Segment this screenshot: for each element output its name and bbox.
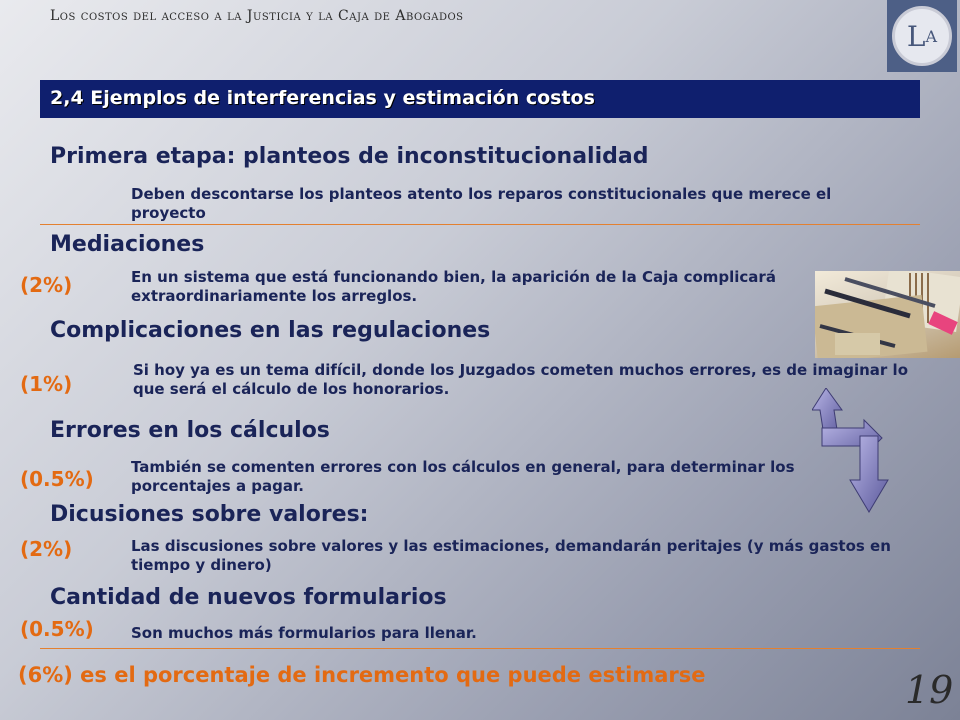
item-description-4: También se comenten errores con los cálculos en general, para determinar los porcentajes a pagar. xyxy=(131,458,795,495)
item-heading-4: Errores en los cálculos xyxy=(50,418,330,443)
divider xyxy=(40,224,920,225)
conclusion-text: (6%) es el porcentaje de incremento que puede estimarse xyxy=(18,663,706,687)
item-description-5: Las discusiones sobre valores y las estimaciones, demandarán peritajes (y más gastos en tiempo y dinero) xyxy=(131,537,891,574)
section-title-bar: 2,4 Ejemplos de interferencias y estimación costos xyxy=(40,80,920,118)
document-header: Los costos del acceso a la Justicia y la Caja de Abogados xyxy=(50,8,464,24)
item-heading-2: Mediaciones xyxy=(50,232,205,257)
item-description-3: Si hoy ya es un tema difícil, donde los Juzgados cometen muchos errores, es de imaginar lo que será el cálculo de los honorarios. xyxy=(133,361,908,398)
office-desk-photo xyxy=(815,271,960,358)
item-description-6: Son muchos más formularios para llenar. xyxy=(131,624,477,642)
item-percent-2: (2%) xyxy=(20,273,73,297)
logo xyxy=(887,0,957,72)
item-percent-5: (2%) xyxy=(20,537,73,561)
item-description-1: Deben descontarse los planteos atento los reparos constitucionales que merece el proyecto xyxy=(131,185,832,222)
item-percent-6: (0.5%) xyxy=(20,617,94,641)
item-heading-6: Cantidad de nuevos formularios xyxy=(50,585,447,610)
item-description-2: En un sistema que está funcionando bien, la aparición de la Caja complicará extraordinariamente los arreglos. xyxy=(131,268,776,305)
item-heading-5: Dicusiones sobre valores: xyxy=(50,502,369,527)
logo-emblem: L A xyxy=(892,6,952,66)
cycle-arrows-icon xyxy=(812,388,894,514)
item-percent-4: (0.5%) xyxy=(20,467,94,491)
item-percent-3: (1%) xyxy=(20,372,73,396)
item-heading-1: Primera etapa: planteos de inconstitucionalidad xyxy=(50,144,649,169)
page-number: 19 xyxy=(905,668,954,712)
item-heading-3: Complicaciones en las regulaciones xyxy=(50,318,491,343)
divider xyxy=(40,648,920,649)
